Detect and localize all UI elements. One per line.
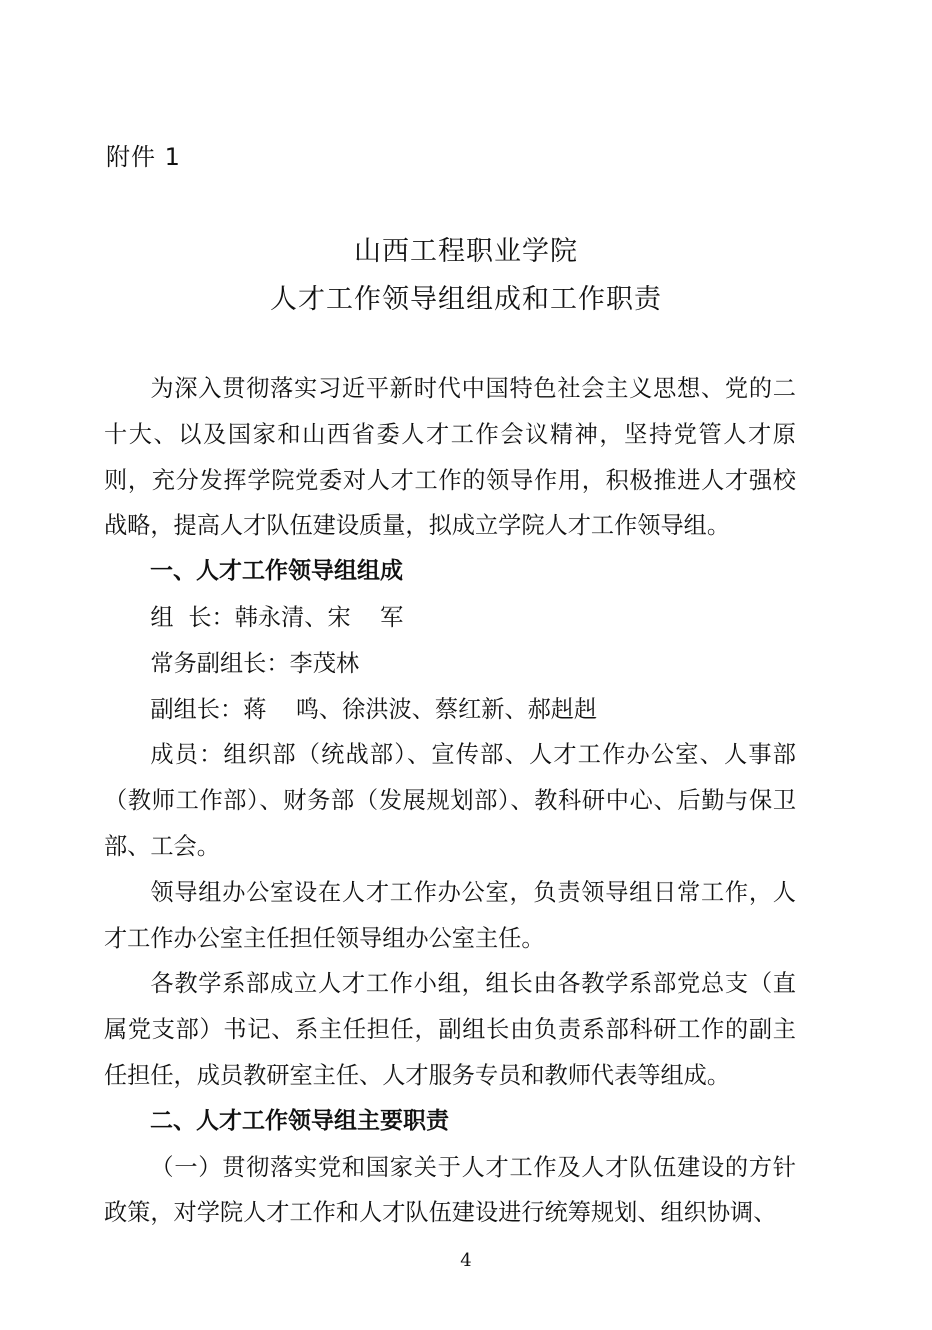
members-paragraph: 成员：组织部（统战部）、宣传部、人才工作办公室、人事部（教师工作部）、财务部（发展规划部）、教科研中心、后勤与保卫部、工会。 bbox=[104, 741, 796, 860]
section-heading-composition: 一、人才工作领导组组成 bbox=[150, 558, 403, 585]
attachment-label: 附件 1 bbox=[106, 143, 181, 171]
document-body bbox=[104, 366, 796, 1236]
document-title-line1: 山西工程职业学院 bbox=[354, 236, 578, 267]
intro-paragraph: 为深入贯彻落实习近平新时代中国特色社会主义思想、党的二十大、以及国家和山西省委人才工作会议精神，坚持党管人才原则，充分发挥学院党委对人才工作的领导作用，积极推进人才强校战略，提高人才队伍建设质量，拟成立学院人才工作领导组。 bbox=[104, 375, 796, 540]
section-heading-duties: 二、人才工作领导组主要职责 bbox=[150, 1107, 449, 1134]
deputies-line: 副组长：蒋 鸣、徐洪波、蔡红新、郝赳赳 bbox=[150, 695, 598, 723]
document-title-line2: 人才工作领导组组成和工作职责 bbox=[270, 284, 662, 315]
departments-paragraph: 各教学系部成立人才工作小组，组长由各教学系部党总支（直属党支部）书记、系主任担任，副组长由负责系部科研工作的副主任担任，成员教研室主任、人才服务专员和教师代表等组成。 bbox=[104, 970, 796, 1089]
executive-deputy-line: 常务副组长：李茂林 bbox=[150, 649, 360, 677]
office-paragraph: 领导组办公室设在人才工作办公室，负责领导组日常工作，人才工作办公室主任担任领导组办公室主任。 bbox=[104, 878, 796, 952]
page-number: 4 bbox=[460, 1250, 472, 1271]
leader-line: 组 长：韩永清、宋 军 bbox=[150, 603, 404, 631]
duty-item-1: （一）贯彻落实党和国家关于人才工作及人才队伍建设的方针政策，对学院人才工作和人才队伍建设进行统筹规划、组织协调、 bbox=[104, 1153, 796, 1227]
